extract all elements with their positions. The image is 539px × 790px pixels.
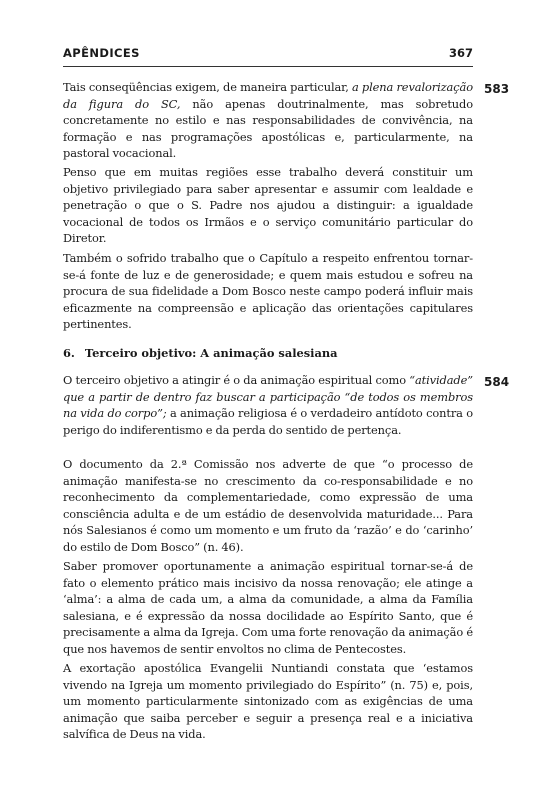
paragraph-5: O documento da 2.ª Comissão nos adverte de que “o processo de animação manifesta-se no crescimento da co-responsabilidade e no reconhecimento da complementariedade, como expressão de uma consciência adulta e de um estádio de desenvolvida maturidade... Para nós Salesianos é como um momento e um fruto da ‘razão’ e do ‘carinho’ do estilo de Dom Bosco” (n. 46). <box>63 457 473 554</box>
margin-number-584: 584 <box>484 375 510 389</box>
section-number: 6. <box>63 346 75 360</box>
paragraph-2: Penso que em muitas regiões esse trabalho deverá constituir um objetivo privilegiado para saber apresentar e assumir com lealdade e penetração o que o S. Padre nos ajudou a distinguir: a igualdade vocacional de todos os Irmãos e o serviço comunitário particular do Diretor. <box>63 165 473 246</box>
page-number: 367 <box>448 46 473 60</box>
paragraph-4 <box>63 372 473 438</box>
paragraph-1-text-end: não apenas doutrinalmente, mas sobretudo concretamente no estilo e nas responsabilidades de convivência, na formação e nas programações apostólicas e, particularmente, na pastoral vocacional. <box>63 96 473 161</box>
running-head: APÊNDICES <box>63 46 140 60</box>
paragraph-3: Também o sofrido trabalho que o Capítulo a respeito enfrentou tornar-se-á fonte de luz e de generosidade; e quem mais estudou e sofreu na procura de sua fidelidade a Dom Bosco neste campo poderá influir mais eficazmente na compreensão e aplicação das orientações capitulares pertinentes. <box>63 251 473 332</box>
paragraph-1-emphasis: a plena revalorização da figura do SC, <box>63 80 473 111</box>
margin-number-583: 583 <box>484 82 510 96</box>
paragraph-4-emphasis: “atividade” que a partir de dentro faz buscar a participação “de todos os membros na vida do corpo”; <box>63 373 473 421</box>
paragraph-4-text: O terceiro objetivo a atingir é o da animação espiritual como <box>63 373 410 387</box>
paragraph-1-text: Tais conseqüências exigem, de maneira particular, <box>63 80 353 94</box>
paragraph-6: Saber promover oportunamente a animação espiritual tornar-se-á de fato o elemento prático mais incisivo da nossa renovação; ele atinge a ‘alma’: a alma de cada um, a alma da comunidade, a alma da Família salesiana, e é expressão da nossa docilidade ao Espírito Santo, que é precisamente a alma da Igreja. Com uma forte renovação da animação é que nos havemos de sentir envoltos no clima de Pentecostes. <box>63 559 473 656</box>
paragraph-1 <box>63 79 473 162</box>
paragraph-7: A exortação apostólica Evangelii Nuntiandi constata que ‘estamos vivendo na Igreja um momento privilegiado do Espírito” (n. 75) e, pois, um momento particularmente sintonizado com as exigências de uma animação que saiba perceber e seguir a presença real e a iniciativa salvífica de Deus na vida. <box>63 661 473 742</box>
section-heading <box>63 346 473 360</box>
section-title: Terceiro objetivo: A animação salesiana <box>84 346 338 360</box>
paragraph-4-text-end: a animação religiosa é o verdadeiro antídoto contra o perigo do indiferentismo e da perda do sentido de pertença. <box>63 406 473 437</box>
page-header <box>63 44 473 67</box>
